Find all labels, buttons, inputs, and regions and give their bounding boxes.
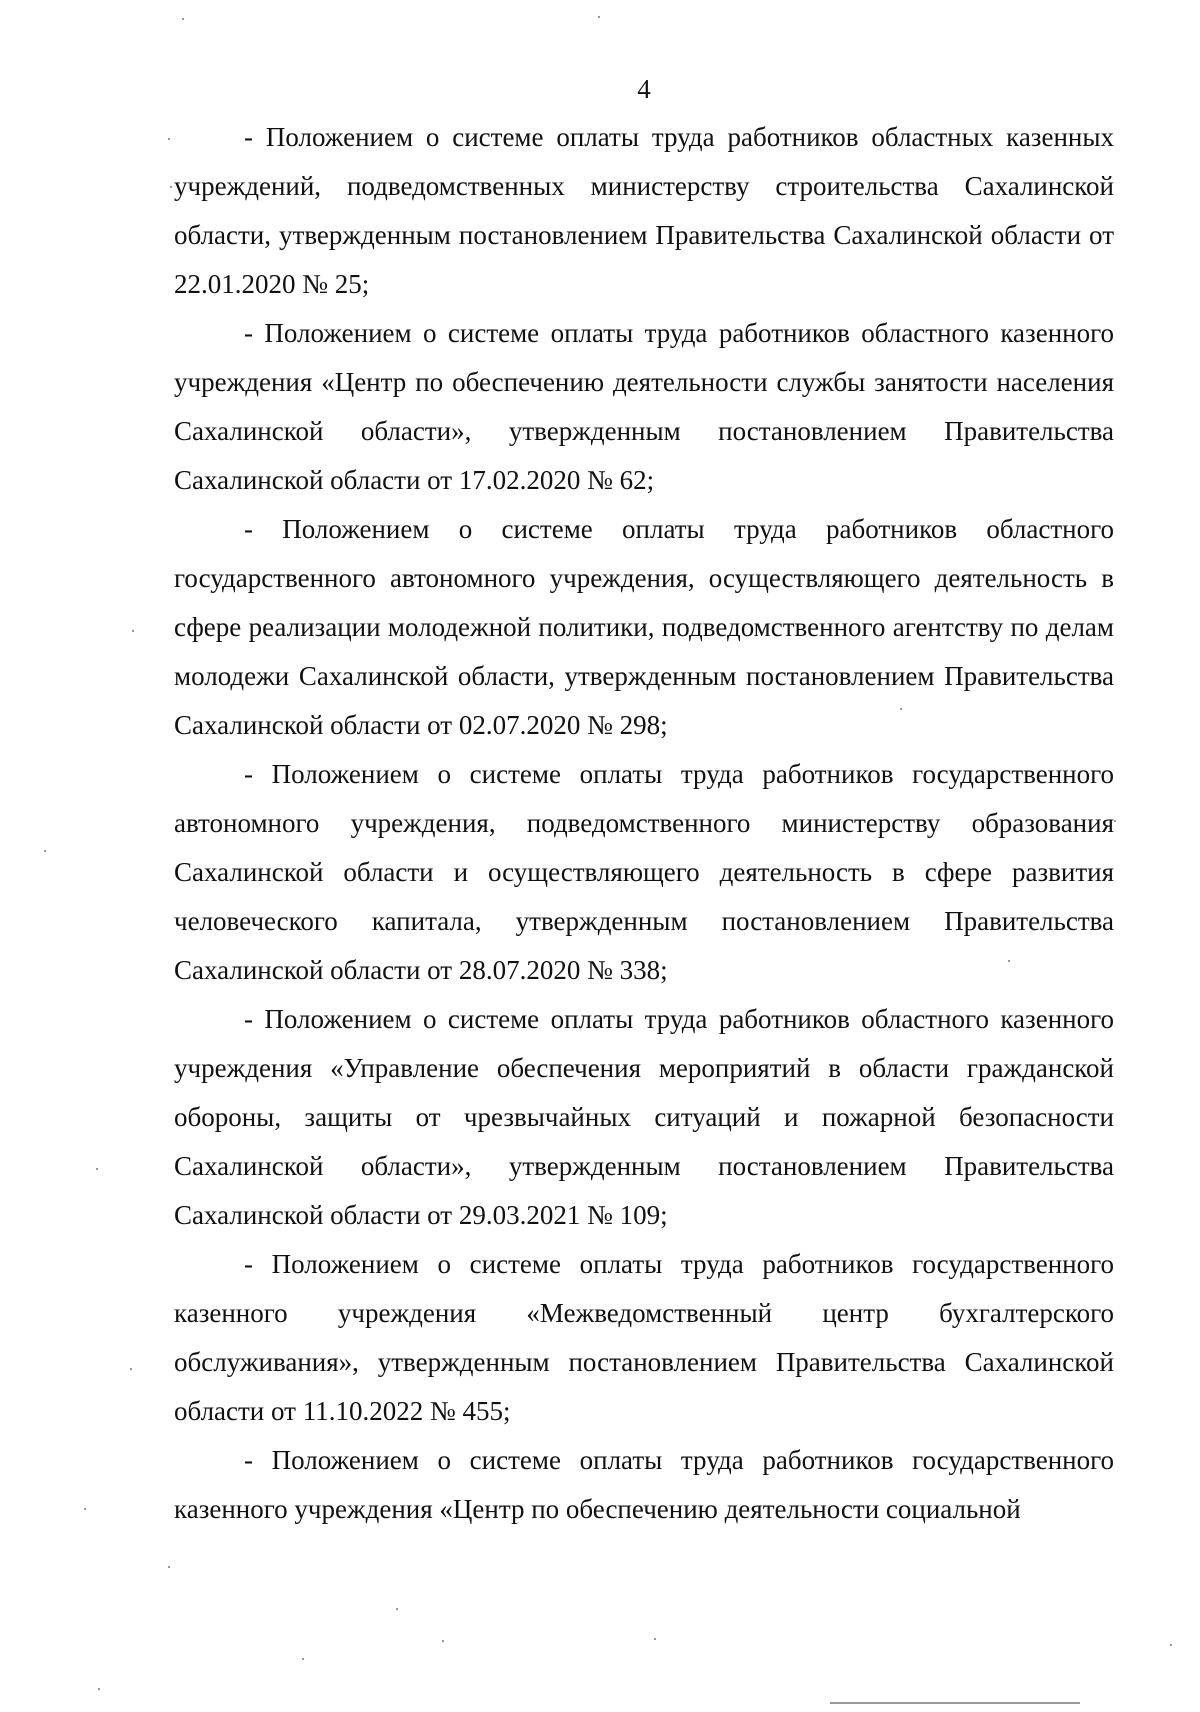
- paragraph: - Положением о системе оплаты труда работников областных казенных учреждений, подведомственных министерству строительства Сахалинской области, утвержденным постановлением Правительства Сахалинской области от 22.01.2020 № 25;: [174, 122, 1114, 299]
- bottom-edge-line: [830, 1702, 1080, 1704]
- paragraph: - Положением о системе оплаты труда работников государственного казенного учреждения «Центр по обеспечению деятельности социальной: [174, 1445, 1114, 1524]
- scan-speck: [44, 850, 46, 852]
- document-body: [174, 113, 1114, 1534]
- scan-speck: [654, 1638, 656, 1640]
- scan-speck: [170, 186, 172, 188]
- scan-speck: [98, 1688, 100, 1690]
- paragraph: - Положением о системе оплаты труда работников областного государственного автономного учреждения, осуществляющего деятельность в сфере реализации молодежной политики, подведомственного агентству по делам молодежи Сахалинской области, утвержденным постановлением Правительства Сахалинской области от 02.07.2020 № 298;: [174, 514, 1114, 740]
- scan-speck: [442, 1640, 444, 1642]
- scan-speck: [96, 1168, 98, 1170]
- paragraph: - Положением о системе оплаты труда работников государственного казенного учреждения «Межведомственный центр бухгалтерского обслуживания», утвержденным постановлением Правительства Сахалинской области от 11.10.2022 № 455;: [174, 1249, 1114, 1426]
- scan-speck: [598, 16, 600, 18]
- scan-speck: [182, 18, 184, 20]
- scan-speck: [302, 1658, 304, 1660]
- scan-speck: [1170, 1644, 1172, 1646]
- scan-speck: [1114, 820, 1116, 822]
- scan-speck: [132, 630, 134, 632]
- scan-speck: [168, 1566, 170, 1568]
- paragraph: - Положением о системе оплаты труда работников областного казенного учреждения «Центр по обеспечению деятельности службы занятости населения Сахалинской области», утвержденным постановлением Правительства Сахалинской области от 17.02.2020 № 62;: [174, 318, 1114, 495]
- scan-speck: [396, 1608, 398, 1610]
- page-number: 4: [637, 74, 651, 104]
- scan-speck: [130, 1368, 132, 1370]
- paragraph: - Положением о системе оплаты труда работников областного казенного учреждения «Управление обеспечения мероприятий в области гражданской обороны, защиты от чрезвычайных ситуаций и пожарной безопасности Сахалинской области», утвержденным постановлением Правительства Сахалинской области от 29.03.2021 № 109;: [174, 1004, 1114, 1230]
- paragraph: - Положением о системе оплаты труда работников государственного автономного учреждения, подведомственного министерству образования Сахалинской области и осуществляющего деятельность в сфере развития человеческого капитала, утвержденным постановлением Правительства Сахалинской области от 28.07.2020 № 338;: [174, 759, 1114, 985]
- scan-speck: [84, 1508, 86, 1510]
- scan-speck: [168, 138, 170, 140]
